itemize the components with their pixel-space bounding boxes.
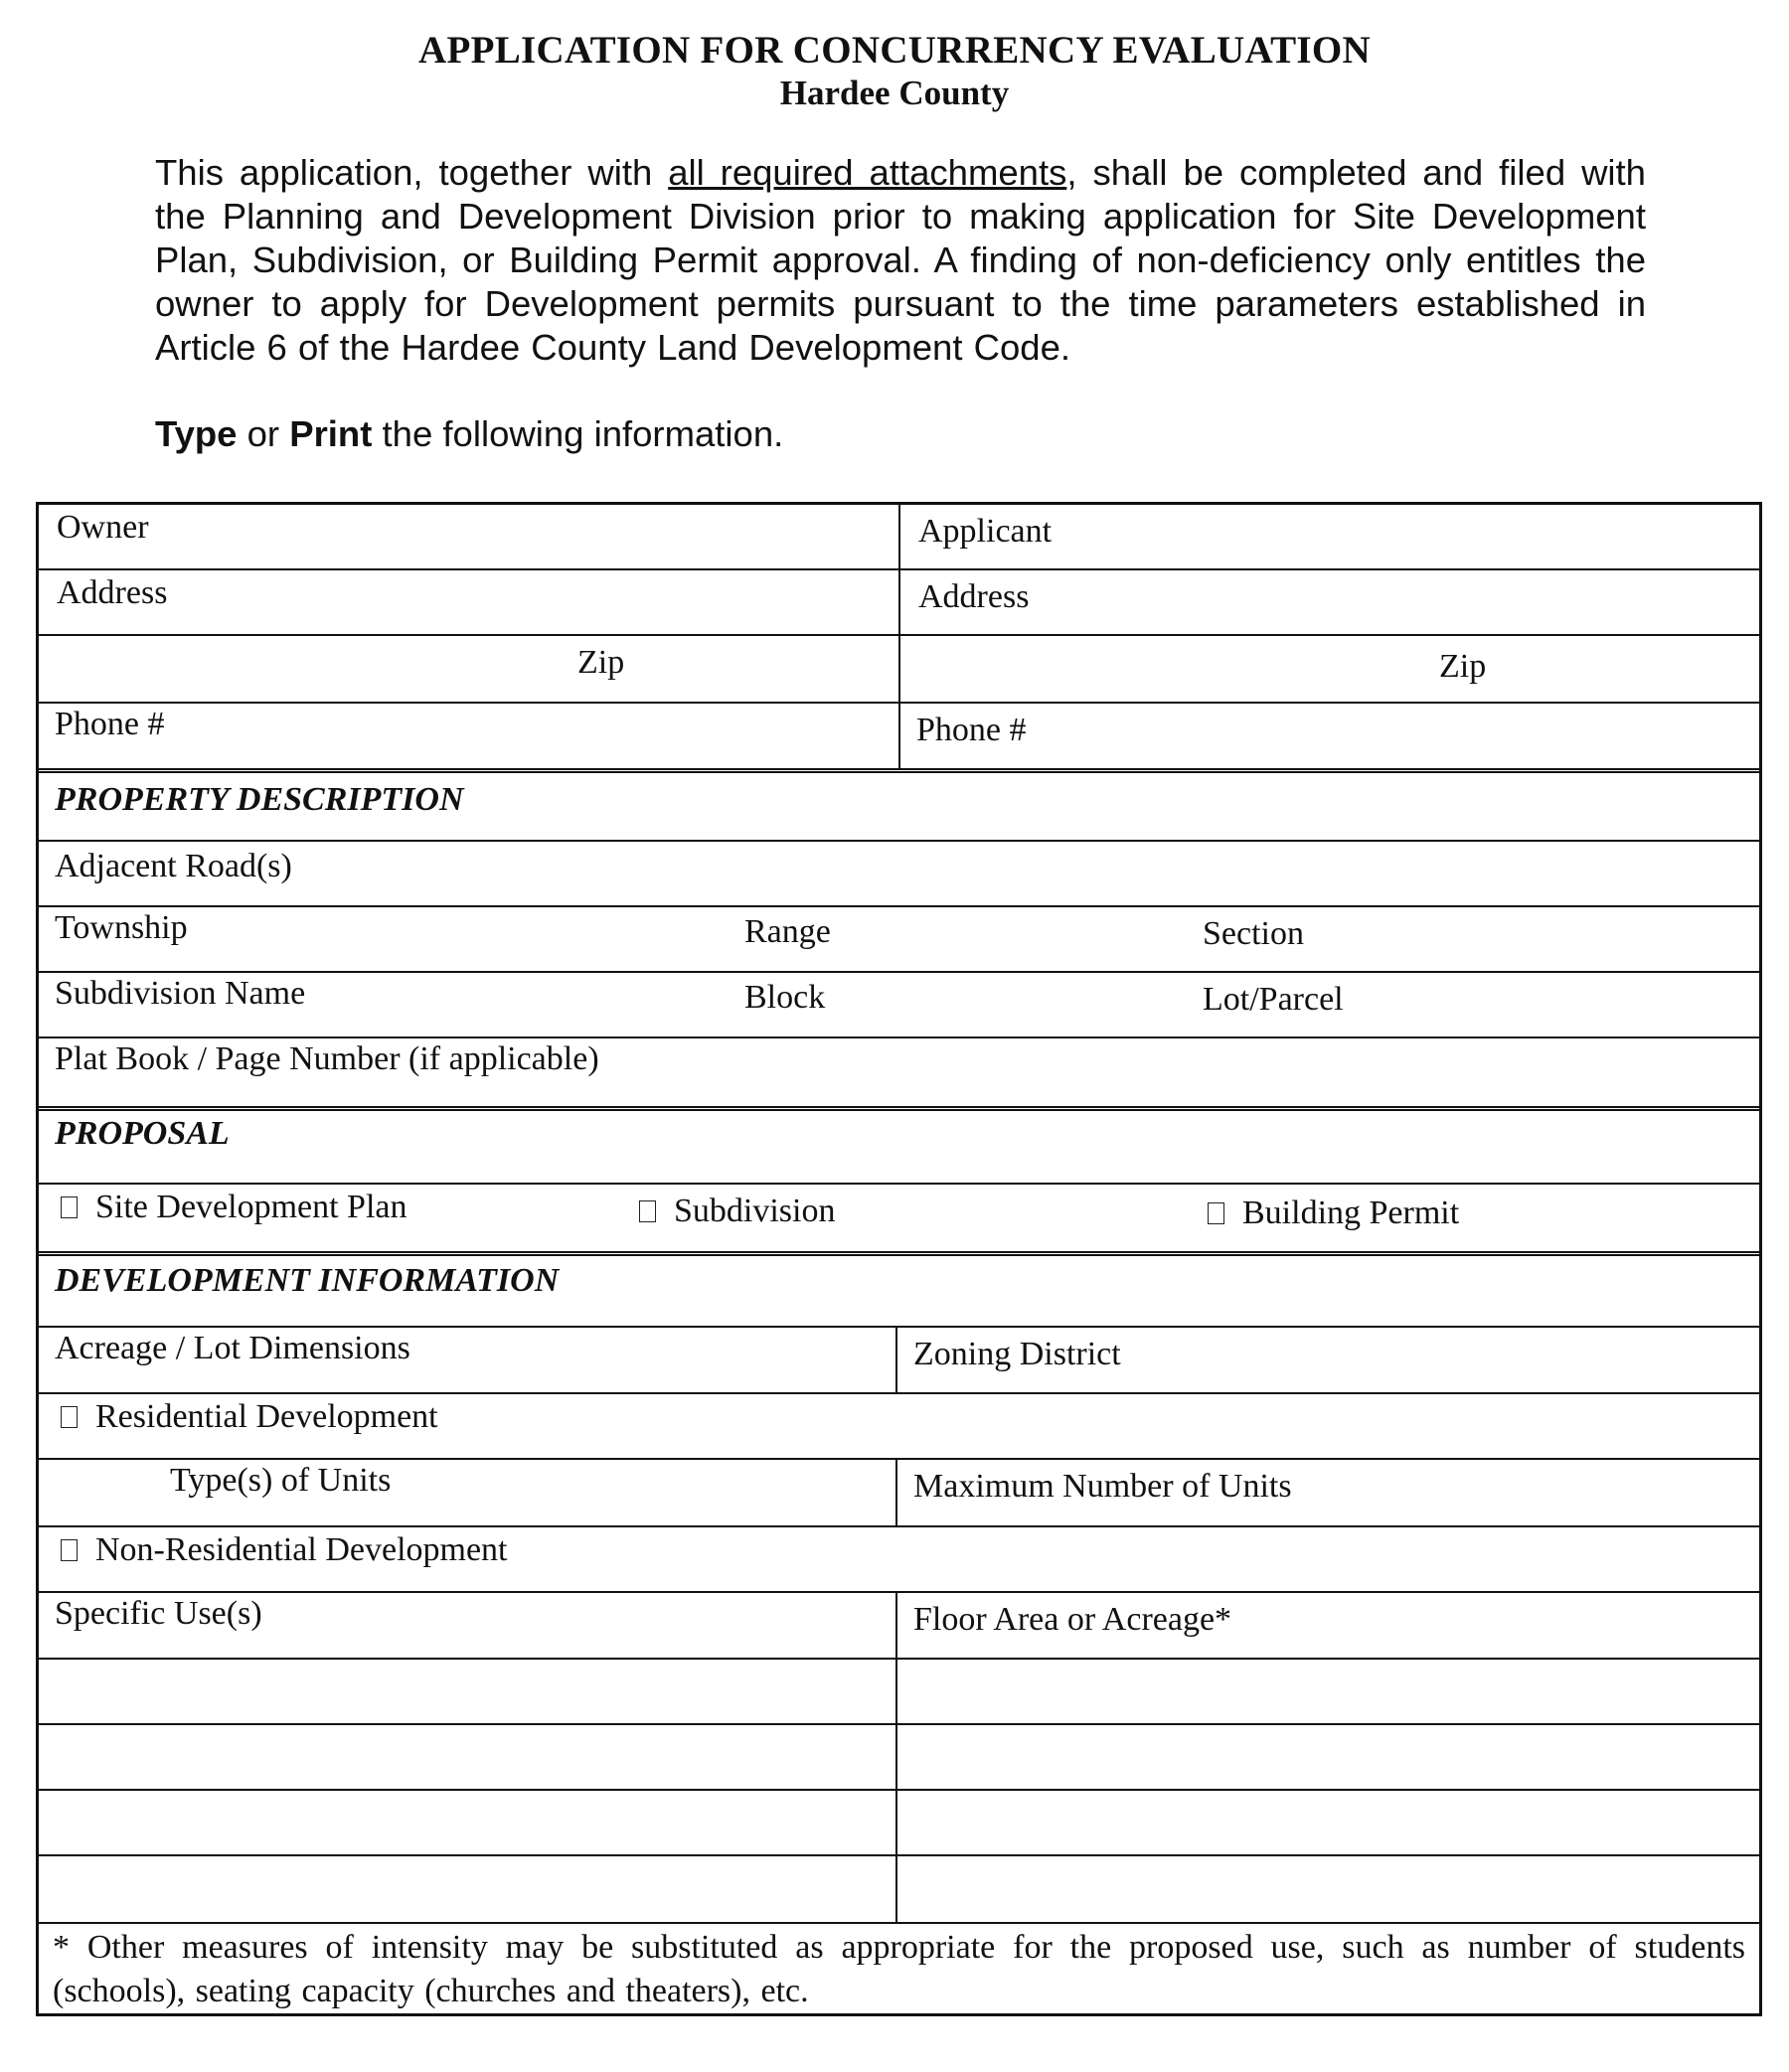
phone-row xyxy=(39,704,1759,773)
unit-types-label: Type(s) of Units xyxy=(170,1462,392,1499)
units-row xyxy=(39,1460,1759,1527)
residential-development-label: Residential Development xyxy=(95,1398,438,1435)
non-residential-row xyxy=(39,1527,1759,1593)
subdivision-name-label: Subdivision Name xyxy=(55,975,306,1012)
floor-area-input[interactable] xyxy=(895,1725,1759,1789)
proposal-heading-row xyxy=(39,1111,1759,1185)
proposal-options-row xyxy=(39,1185,1759,1256)
owner-applicant-row xyxy=(39,505,1759,570)
floor-area-input[interactable] xyxy=(895,1856,1759,1922)
required-attachments-text: all required attachments xyxy=(668,152,1067,193)
floor-area-input[interactable] xyxy=(895,1791,1759,1854)
non-residential-development-label: Non-Residential Development xyxy=(95,1531,508,1568)
floor-area-input[interactable] xyxy=(895,1660,1759,1723)
unit-types-field[interactable] xyxy=(39,1460,895,1525)
instruction-rest: the following information. xyxy=(372,413,784,454)
property-heading-row xyxy=(39,773,1759,842)
intro-text-start: This application, together with xyxy=(155,152,669,193)
owner-phone-label: Phone # xyxy=(55,706,165,742)
acreage-field[interactable] xyxy=(39,1328,895,1392)
specific-use-input[interactable] xyxy=(39,1856,895,1922)
owner-zip-field[interactable] xyxy=(39,636,898,702)
property-description-heading: PROPERTY DESCRIPTION xyxy=(55,781,464,818)
plat-book-label: Plat Book / Page Number (if applicable) xyxy=(55,1040,599,1077)
zoning-district-label: Zoning District xyxy=(913,1336,1121,1372)
owner-address-field[interactable] xyxy=(39,570,898,634)
print-word: Print xyxy=(289,413,373,454)
address-row xyxy=(39,570,1759,636)
footnote-box xyxy=(39,1924,1759,2013)
development-heading-row xyxy=(39,1256,1759,1328)
zip-row xyxy=(39,636,1759,704)
specific-use-header-row xyxy=(39,1593,1759,1660)
owner-zip-label: Zip xyxy=(577,644,625,681)
adjacent-roads-label: Adjacent Road(s) xyxy=(55,848,292,884)
building-permit-option[interactable] xyxy=(1208,1195,1459,1232)
site-development-plan-option[interactable] xyxy=(61,1189,407,1226)
applicant-zip-field[interactable] xyxy=(898,636,1759,702)
site-development-plan-checkbox[interactable] xyxy=(61,1196,78,1218)
print-instruction xyxy=(155,413,783,455)
plat-book-field[interactable] xyxy=(39,1038,1759,1111)
owner-label: Owner xyxy=(57,509,149,546)
lot-parcel-label: Lot/Parcel xyxy=(1203,981,1344,1018)
residential-row xyxy=(39,1394,1759,1460)
or-word: or xyxy=(237,413,290,454)
building-permit-checkbox[interactable] xyxy=(1208,1202,1224,1224)
range-label: Range xyxy=(744,913,831,950)
subdivision-row[interactable] xyxy=(39,973,1759,1038)
max-units-label: Maximum Number of Units xyxy=(913,1468,1292,1505)
applicant-address-field[interactable] xyxy=(898,570,1759,634)
applicant-phone-label: Phone # xyxy=(916,712,1027,748)
township-label: Township xyxy=(55,909,188,946)
residential-development-checkbox[interactable] xyxy=(61,1406,78,1428)
adjacent-roads-field[interactable] xyxy=(39,842,1759,907)
specific-use-input[interactable] xyxy=(39,1791,895,1854)
owner-field[interactable] xyxy=(39,505,898,568)
non-residential-development-option[interactable] xyxy=(61,1531,508,1569)
proposal-heading: PROPOSAL xyxy=(55,1115,230,1152)
development-information-heading: DEVELOPMENT INFORMATION xyxy=(55,1262,560,1299)
owner-phone-field[interactable] xyxy=(39,704,898,768)
subdivision-checkbox[interactable] xyxy=(639,1200,656,1222)
application-form xyxy=(36,502,1762,2016)
zoning-district-field[interactable] xyxy=(895,1328,1759,1392)
type-word: Type xyxy=(155,413,238,454)
applicant-field[interactable] xyxy=(898,505,1759,568)
section-label: Section xyxy=(1203,915,1304,952)
form-title: APPLICATION FOR CONCURRENCY EVALUATION xyxy=(418,29,1371,72)
applicant-address-label: Address xyxy=(918,578,1030,615)
site-development-plan-label: Site Development Plan xyxy=(95,1189,407,1225)
intro-paragraph xyxy=(155,151,1646,370)
intro-text-rest: , shall be completed and filed with the Planning and Development Division prior to making application for Site Development Plan, Subdivision, or Building Permit approval. A finding of non-deficiency only entitles the owner to apply for Development permits pursuant to the time parameters established in Article 6 of the Hardee County Land Development Code. xyxy=(155,152,1646,368)
acreage-zoning-row xyxy=(39,1328,1759,1394)
use-entry-row xyxy=(39,1856,1759,1924)
applicant-phone-field[interactable] xyxy=(898,704,1759,768)
intensity-footnote: * Other measures of intensity may be substituted as appropriate for the proposed use, such as number of students (schools), seating capacity (churches and theaters), etc. xyxy=(53,1929,1745,2009)
applicant-zip-label: Zip xyxy=(1439,648,1487,685)
use-entry-row xyxy=(39,1725,1759,1791)
township-row[interactable] xyxy=(39,907,1759,973)
owner-address-label: Address xyxy=(57,574,168,611)
floor-area-label: Floor Area or Acreage* xyxy=(913,1601,1232,1638)
block-label: Block xyxy=(744,979,826,1016)
max-units-field[interactable] xyxy=(895,1460,1759,1525)
county-name: Hardee County xyxy=(779,74,1010,112)
use-entry-row xyxy=(39,1660,1759,1725)
residential-development-option[interactable] xyxy=(61,1398,438,1436)
specific-use-input[interactable] xyxy=(39,1725,895,1789)
specific-use-input[interactable] xyxy=(39,1660,895,1723)
acreage-label: Acreage / Lot Dimensions xyxy=(55,1330,410,1366)
subdivision-option[interactable] xyxy=(639,1193,835,1230)
applicant-label: Applicant xyxy=(918,513,1053,550)
specific-uses-header xyxy=(39,1593,895,1658)
specific-uses-label: Specific Use(s) xyxy=(55,1595,262,1632)
non-residential-development-checkbox[interactable] xyxy=(61,1539,78,1561)
floor-area-header xyxy=(895,1593,1759,1658)
building-permit-label: Building Permit xyxy=(1242,1195,1460,1231)
subdivision-label: Subdivision xyxy=(674,1193,836,1229)
use-entry-row xyxy=(39,1791,1759,1856)
